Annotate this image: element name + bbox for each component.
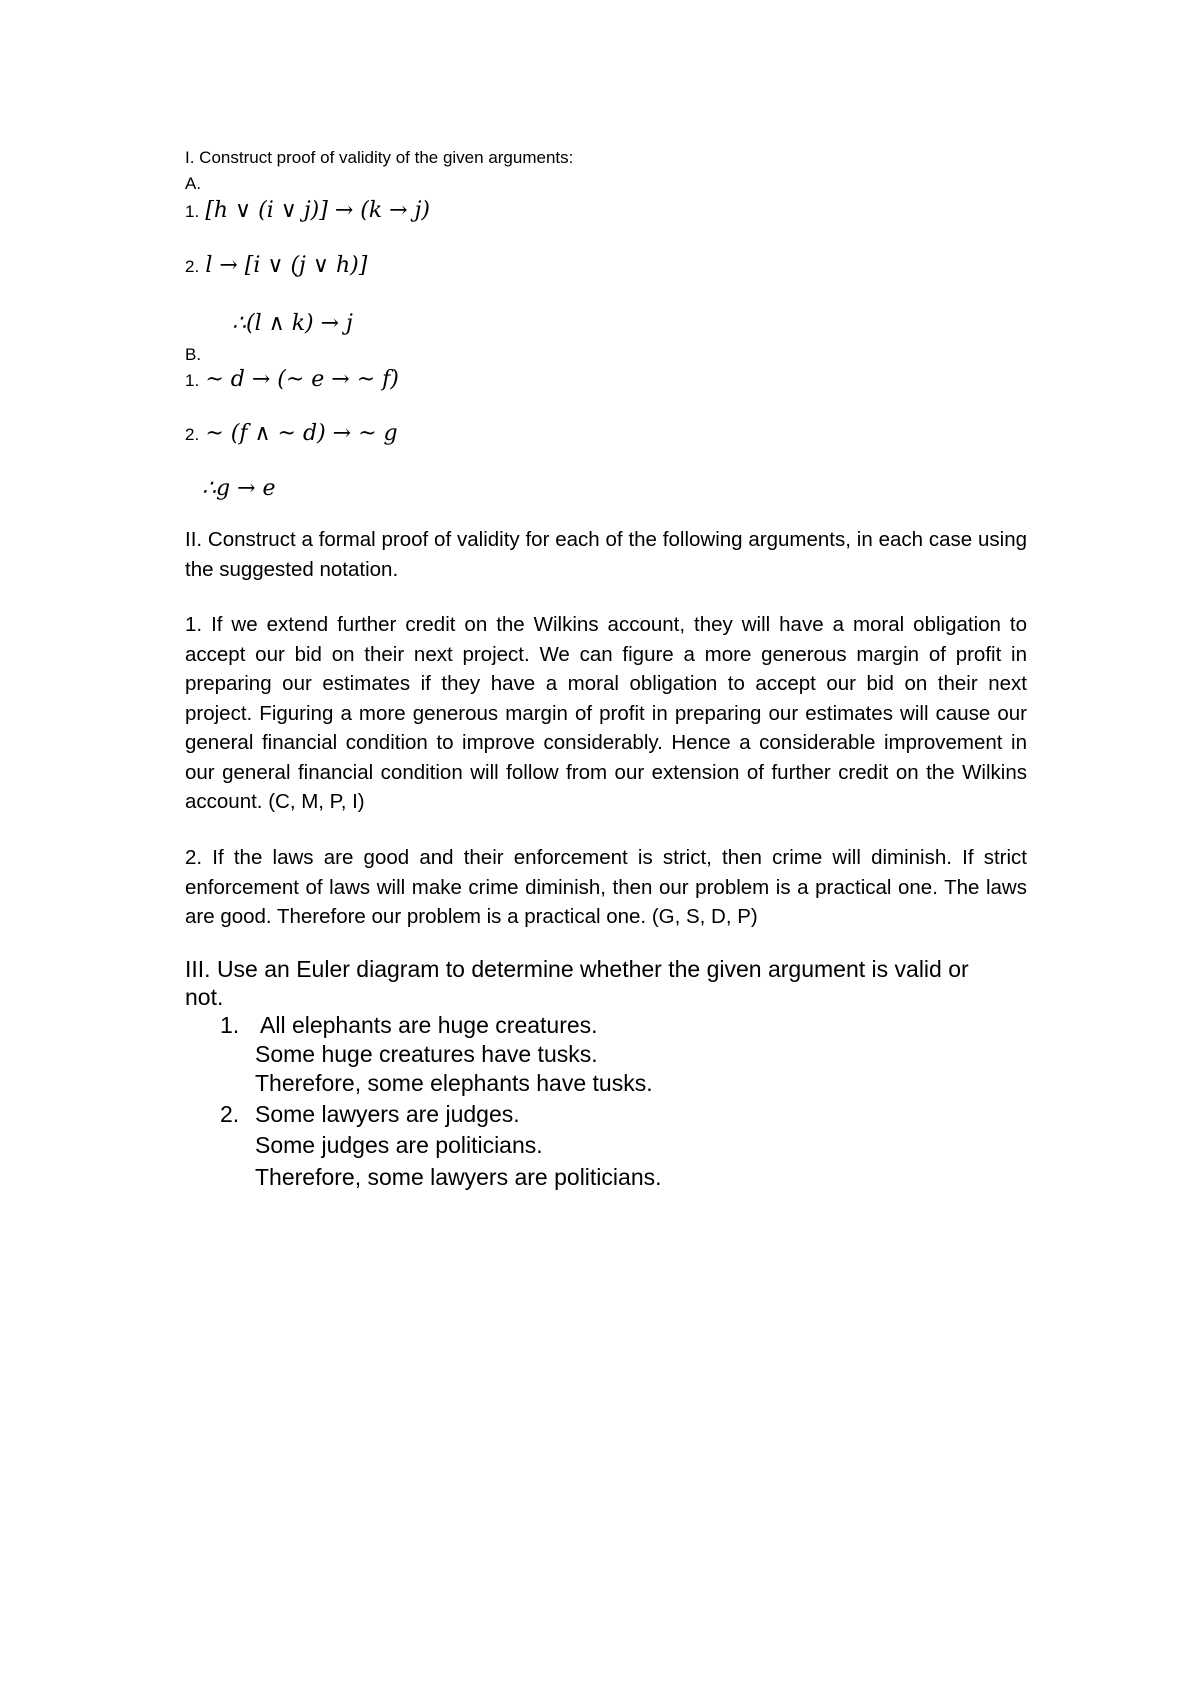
section-2-heading: II. Construct a formal proof of validity for each of the following arguments, in each case using the suggested notation. (185, 528, 1027, 581)
formula: ~ (f ∧ ~ d) → ~ g (205, 421, 398, 446)
part-b-label: B. (185, 345, 202, 364)
formula: ∴g → e (202, 476, 276, 501)
part-a-conclusion (232, 310, 353, 337)
part-b-premise-1 (185, 366, 399, 393)
section-1-heading: I. Construct proof of validity of the given arguments: (185, 148, 574, 167)
euler-item-2-premise-2: Some judges are politicians. (255, 1132, 543, 1158)
section-2-item-1: 1. If we extend further credit on the Wilkins account, they will have a moral obligation to accept our bid on their next project. We can figure a more generous margin of profit in preparing our estimates if they have a moral obligation to accept our bid on their next project. Figuring a more generous margin of profit in preparing our estimates will cause our general financial condition to improve considerably. Hence a considerable improvement in our general financial condition will follow from our extension of further credit on the Wilkins account. (C, M, P, I) (185, 613, 1027, 813)
premise-number: 2. (185, 425, 200, 444)
formula: ~ d → (~ e → ~ f) (205, 367, 399, 392)
euler-item-2-conclusion: Therefore, some lawyers are politicians. (255, 1164, 662, 1190)
section-2-item-2: 2. If the laws are good and their enforcement is strict, then crime will diminish. If strict enforcement of laws will make crime diminish, then our problem is a practical one. The laws are good. Therefore our problem is a practical one. (G, S, D, P) (185, 846, 1027, 928)
euler-item-2-number: 2. (220, 1101, 240, 1127)
euler-item-1-conclusion: Therefore, some elephants have tusks. (255, 1070, 653, 1096)
part-a-premise-1 (185, 197, 430, 224)
part-a-premise-2 (185, 252, 367, 279)
part-b-conclusion (202, 475, 276, 502)
premise-number: 1. (185, 371, 200, 390)
part-a-label: A. (185, 174, 202, 193)
euler-item-1-premise-1: All elephants are huge creatures. (260, 1012, 598, 1038)
premise-number: 1. (185, 202, 200, 221)
formula: l → [i ∨ (j ∨ h)] (205, 253, 368, 278)
formula: [h ∨ (i ∨ j)] → (k → j) (205, 198, 431, 223)
section-3-heading-line-1: III. Use an Euler diagram to determine whether the given argument is valid or (185, 956, 969, 982)
premise-number: 2. (185, 257, 200, 276)
section-3-heading-line-2: not. (185, 984, 224, 1010)
part-b-premise-2 (185, 420, 398, 447)
euler-item-2-premise-1: Some lawyers are judges. (255, 1101, 520, 1127)
formula: ∴(l ∧ k) → j (232, 311, 353, 336)
euler-item-1-number: 1. (220, 1012, 240, 1038)
euler-item-1-premise-2: Some huge creatures have tusks. (255, 1041, 598, 1067)
